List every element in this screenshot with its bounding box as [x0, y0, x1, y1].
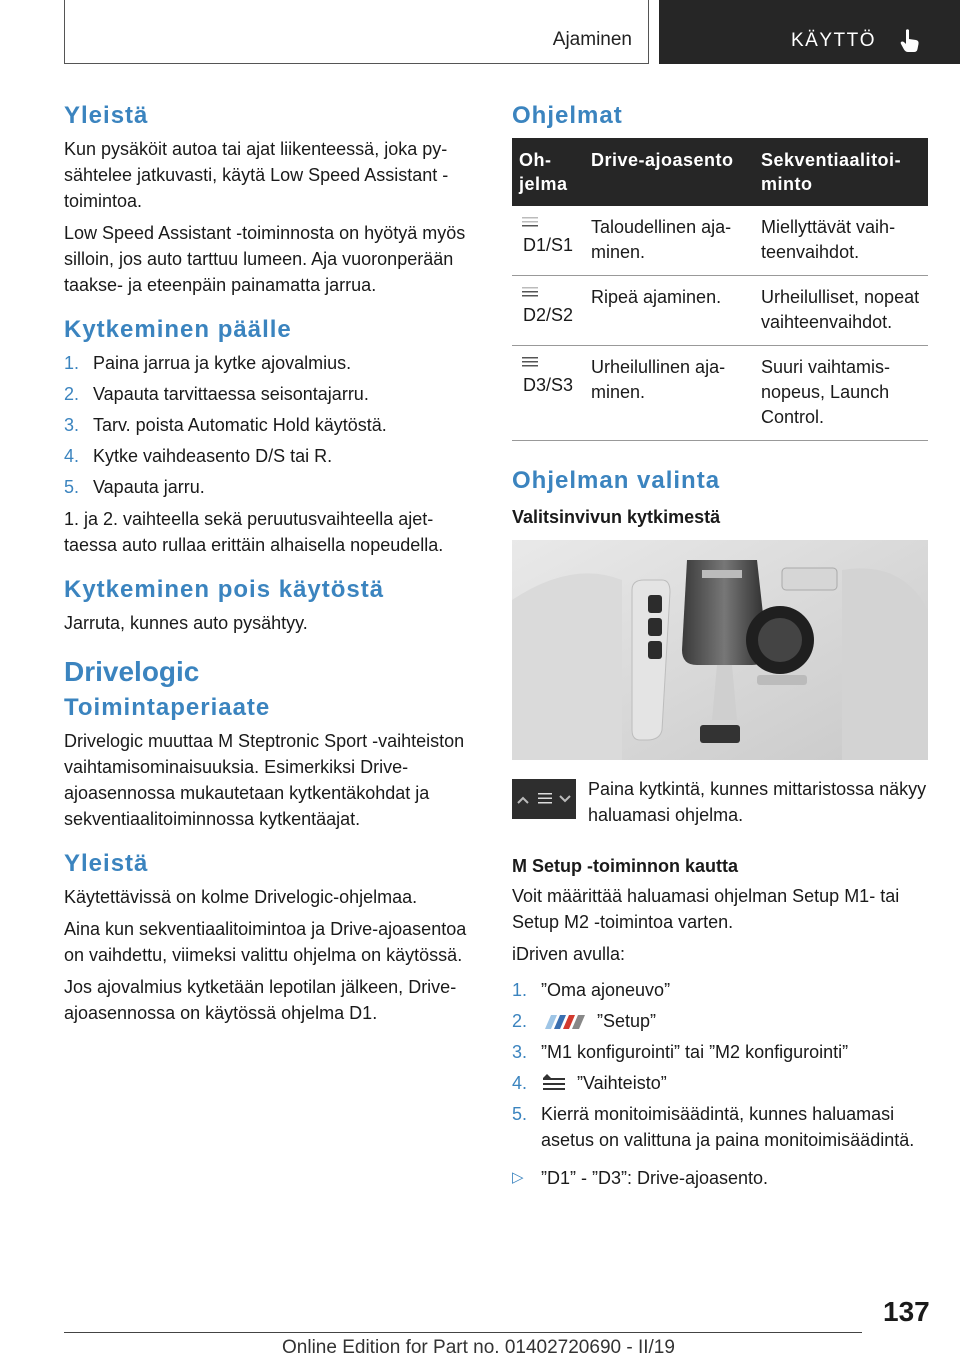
heading-kytkeminen-pois: Kytkeminen pois käytöstä [64, 576, 385, 603]
list-item: 4. ”Vaihteisto” [512, 1073, 667, 1093]
list-item: 5. Kierrä monitoimisäädintä, kunnes haluamasi asetus on valittuna ja paina monitoimisäädintä. [512, 1104, 915, 1150]
heading-kytkeminen-paalle: Kytkeminen päälle [64, 316, 292, 343]
heading-ohjelman-valinta: Ohjelman valinta [512, 467, 721, 494]
paragraph: Voit määrittää haluamasi ohjelman Setup M1- tai Setup M2 -toimintoa varten. [512, 886, 900, 932]
hand-pointer-icon [899, 28, 921, 54]
list-item: 3. ”M1 konfigurointi” tai ”M2 konfigurointi” [512, 1042, 849, 1062]
paragraph: Käytettävissä on kolme Drivelogic-ohjelmaa. [64, 887, 418, 907]
gear-selector-photo [512, 540, 928, 760]
sequential-cell: Suuri vaihtamisnopeus, Launch Control. [754, 346, 928, 441]
heading-yleista: Yleistä [64, 102, 149, 129]
subheading-m-setup: M Setup -toiminnon kautta [512, 856, 738, 876]
list-item: 2. Vapauta tarvittaessa seisontajarru. [64, 384, 369, 404]
drive-cell: Urheilullinen ajaminen. [584, 346, 754, 441]
paragraph: Drivelogic muuttaa M Steptronic Sport -vaihteiston vaihtamisominaisuuksia. Esimerkiksi Drive-ajoasennossa mukautetaan kytkentäkohdat ja sekventiaalitoiminnossa kytkentäajat. [64, 731, 465, 829]
paragraph: 1. ja 2. vaihteella sekä peruutusvaihteella ajettaessa auto rullaa erittäin alhaisella nopeudella. [64, 509, 444, 555]
list-item: 4. Kytke vaihdeasento D/S tai R. [64, 446, 333, 466]
list-item: 5. Vapauta jarru. [64, 477, 205, 497]
result-line: ▷ ”D1” - ”D3”: Drive-ajoasento. [512, 1165, 928, 1191]
list-item: 2. ”Setup” [512, 1011, 657, 1031]
header-section-title: Ajaminen [552, 29, 632, 50]
drivelogic-button-icon [512, 779, 576, 819]
heading-drivelogic: Drivelogic [64, 656, 200, 687]
paragraph: Jarruta, kunnes auto pysähtyy. [64, 613, 308, 633]
subheading-valitsinvivun: Valitsinvivun kytkimestä [512, 507, 721, 527]
program-cell: D2/S2 [512, 276, 584, 346]
sequential-cell: Miellyttävät vaihteenvaihdot. [754, 206, 928, 276]
paragraph: iDriven avulla: [512, 944, 626, 964]
column-header: Sekventiaalitoiminto [754, 138, 928, 206]
program-cell: D1/S1 [512, 206, 584, 276]
list-item: 3. Tarv. poista Automatic Hold käytöstä. [64, 415, 387, 435]
header-section-box [64, 0, 649, 64]
paragraph: Low Speed Assistant -toiminnosta on hyötyä myös silloin, jos auto tarttuu lumeen. Aja vuoronperään taakse- ja eteenpäin painamatta jarrua. [64, 223, 466, 295]
heading-ohjelmat: Ohjelmat [512, 102, 623, 129]
column-header: Ohjelma [512, 138, 584, 206]
drive-cell: Taloudellinen ajaminen. [584, 206, 754, 276]
right-column [512, 98, 928, 1191]
left-column [64, 98, 478, 1032]
m-logo-icon [541, 1014, 587, 1030]
idrive-steps-list [512, 977, 928, 1153]
footer-edition: Online Edition for Part no. 01402720690 - II/19 [282, 1337, 675, 1358]
programs-table [512, 138, 928, 441]
heading-yleista: Yleistä [64, 850, 149, 877]
column-header: Drive-ajoasento [584, 138, 754, 206]
paragraph: Paina kytkintä, kunnes mittaristossa näkyy haluamasi ohjelma. [588, 779, 927, 825]
icon-instruction [512, 776, 928, 834]
footer-divider [64, 1332, 862, 1333]
program-level-3-icon [522, 355, 538, 369]
list-item: 1. ”Oma ajoneuvo” [512, 980, 671, 1000]
steps-list [64, 350, 478, 500]
paragraph: Kun pysäköit autoa tai ajat liikenteessä, joka pysähtelee jatkuvasti, käytä Low Speed Assistant -toimintoa. [64, 139, 449, 211]
sequential-cell: Urheilulliset, nopeat vaihteenvaihdot. [754, 276, 928, 346]
program-level-2-icon [522, 285, 538, 299]
paragraph: Aina kun sekventiaalitoimintoa ja Drive-ajoasentoa on vaihdettu, viimeksi valittu ohjelma on käytössä. [64, 919, 467, 965]
transmission-icon [541, 1074, 567, 1094]
table-row [512, 276, 928, 346]
page-number: 137 [883, 1296, 930, 1327]
list-item: 1. Paina jarrua ja kytke ajovalmius. [64, 353, 352, 373]
program-level-1-icon [522, 215, 538, 229]
paragraph: Jos ajovalmius kytketään lepotilan jälkeen, Drive-ajoasennossa on käytössä ohjelma D1. [64, 977, 457, 1023]
result-triangle-icon: ▷ [512, 1169, 524, 1186]
drive-cell: Ripeä ajaminen. [584, 276, 754, 346]
table-row [512, 346, 928, 441]
header-chapter-title: KÄYTTÖ [791, 30, 877, 51]
program-cell: D3/S3 [512, 346, 584, 441]
header-chapter-box [659, 0, 960, 64]
heading-toimintaperiaate: Toimintaperiaate [64, 694, 271, 721]
table-row [512, 206, 928, 276]
